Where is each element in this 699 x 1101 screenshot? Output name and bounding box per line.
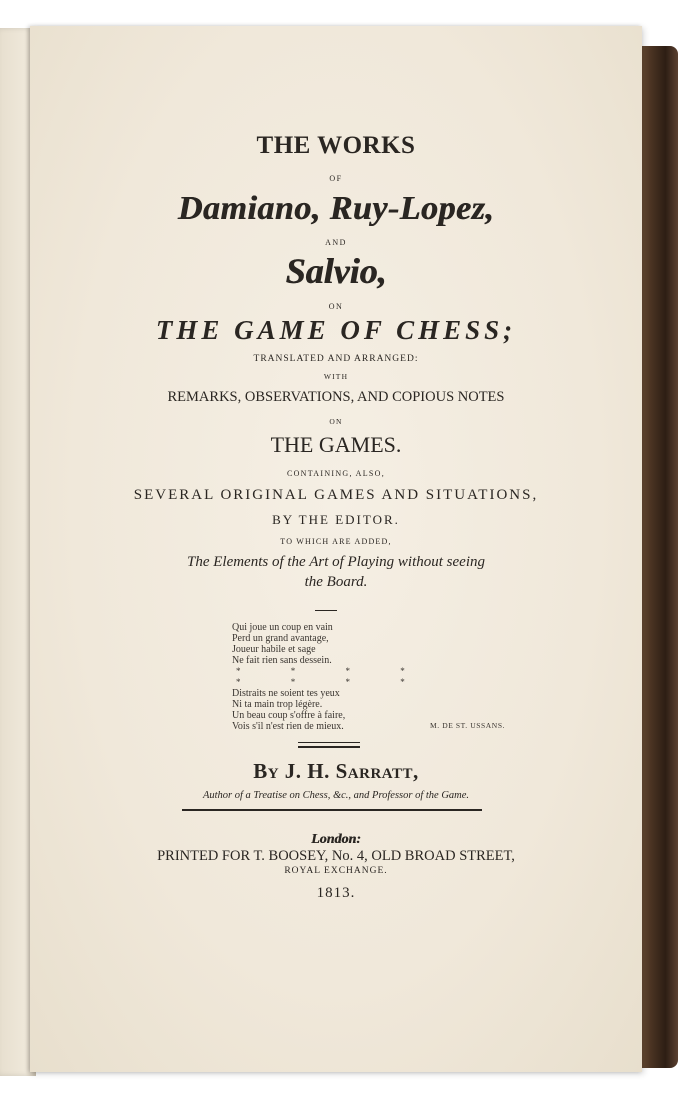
verse-line: Qui joue un coup en vain — [232, 622, 333, 633]
author-byline: By J. H. Sarratt, — [253, 759, 419, 783]
double-rule-bottom — [298, 746, 360, 748]
author-description: Author of a Treatise on Chess, &c., and Professor of the Game. — [202, 790, 470, 801]
long-rule — [182, 809, 482, 811]
title-line-with: WITH — [323, 372, 349, 381]
epigraph-attribution: M. DE ST. USSANS. — [430, 721, 506, 730]
title-page — [30, 26, 642, 1072]
verse-asterisks: * * * * — [236, 666, 429, 676]
verse-line: Ne fait rien sans dessein. — [232, 655, 332, 666]
verse-line: Vois s'il n'est rien de mieux. — [232, 721, 344, 732]
title-line-the-board: the Board. — [304, 574, 368, 590]
verse-asterisks: * * * * — [236, 677, 429, 687]
epigraph-verse — [232, 622, 429, 732]
verse-line: Ni ta main trop légère. — [232, 699, 323, 710]
imprint-printer: PRINTED FOR T. BOOSEY, No. 4, OLD BROAD STREET, — [157, 848, 515, 864]
title-line-remarks: REMARKS, OBSERVATIONS, AND COPIOUS NOTES — [167, 389, 505, 405]
verse-line: Un beau coup s'offre à faire, — [232, 710, 346, 721]
verse-line: Distraits ne soient tes yeux — [232, 688, 340, 699]
title-line-elements: The Elements of the Art of Playing without seeing — [186, 554, 486, 570]
imprint-city: London: — [311, 832, 361, 847]
imprint-location: ROYAL EXCHANGE. — [284, 866, 388, 876]
title-line-of: OF — [329, 174, 343, 183]
verse-line: Perd un grand avantage, — [232, 633, 329, 644]
short-divider — [315, 610, 337, 611]
title-line-authors: Damiano, Ruy-Lopez, — [177, 190, 495, 227]
title-line-works: THE WORKS — [256, 132, 416, 159]
title-line-salvio: Salvio, — [285, 251, 387, 291]
title-line-the-games: THE GAMES. — [270, 432, 402, 457]
title-line-several-games: SEVERAL ORIGINAL GAMES AND SITUATIONS, — [133, 487, 539, 503]
title-line-on-2: ON — [329, 417, 343, 426]
verse-line: Joueur habile et sage — [232, 644, 316, 655]
title-line-containing: CONTAINING, ALSO, — [286, 469, 386, 478]
title-line-by-editor: BY THE EDITOR. — [272, 512, 400, 527]
title-line-and: AND — [325, 238, 347, 247]
title-line-game-of-chess: THE GAME OF CHESS; — [155, 315, 517, 345]
double-rule-top — [298, 742, 360, 743]
title-line-translated: TRANSLATED AND ARRANGED: — [253, 354, 419, 364]
title-line-to-which: TO WHICH ARE ADDED, — [280, 537, 392, 546]
imprint-year: 1813. — [316, 885, 356, 901]
book-spine — [636, 46, 678, 1068]
title-line-on: ON — [328, 302, 344, 311]
